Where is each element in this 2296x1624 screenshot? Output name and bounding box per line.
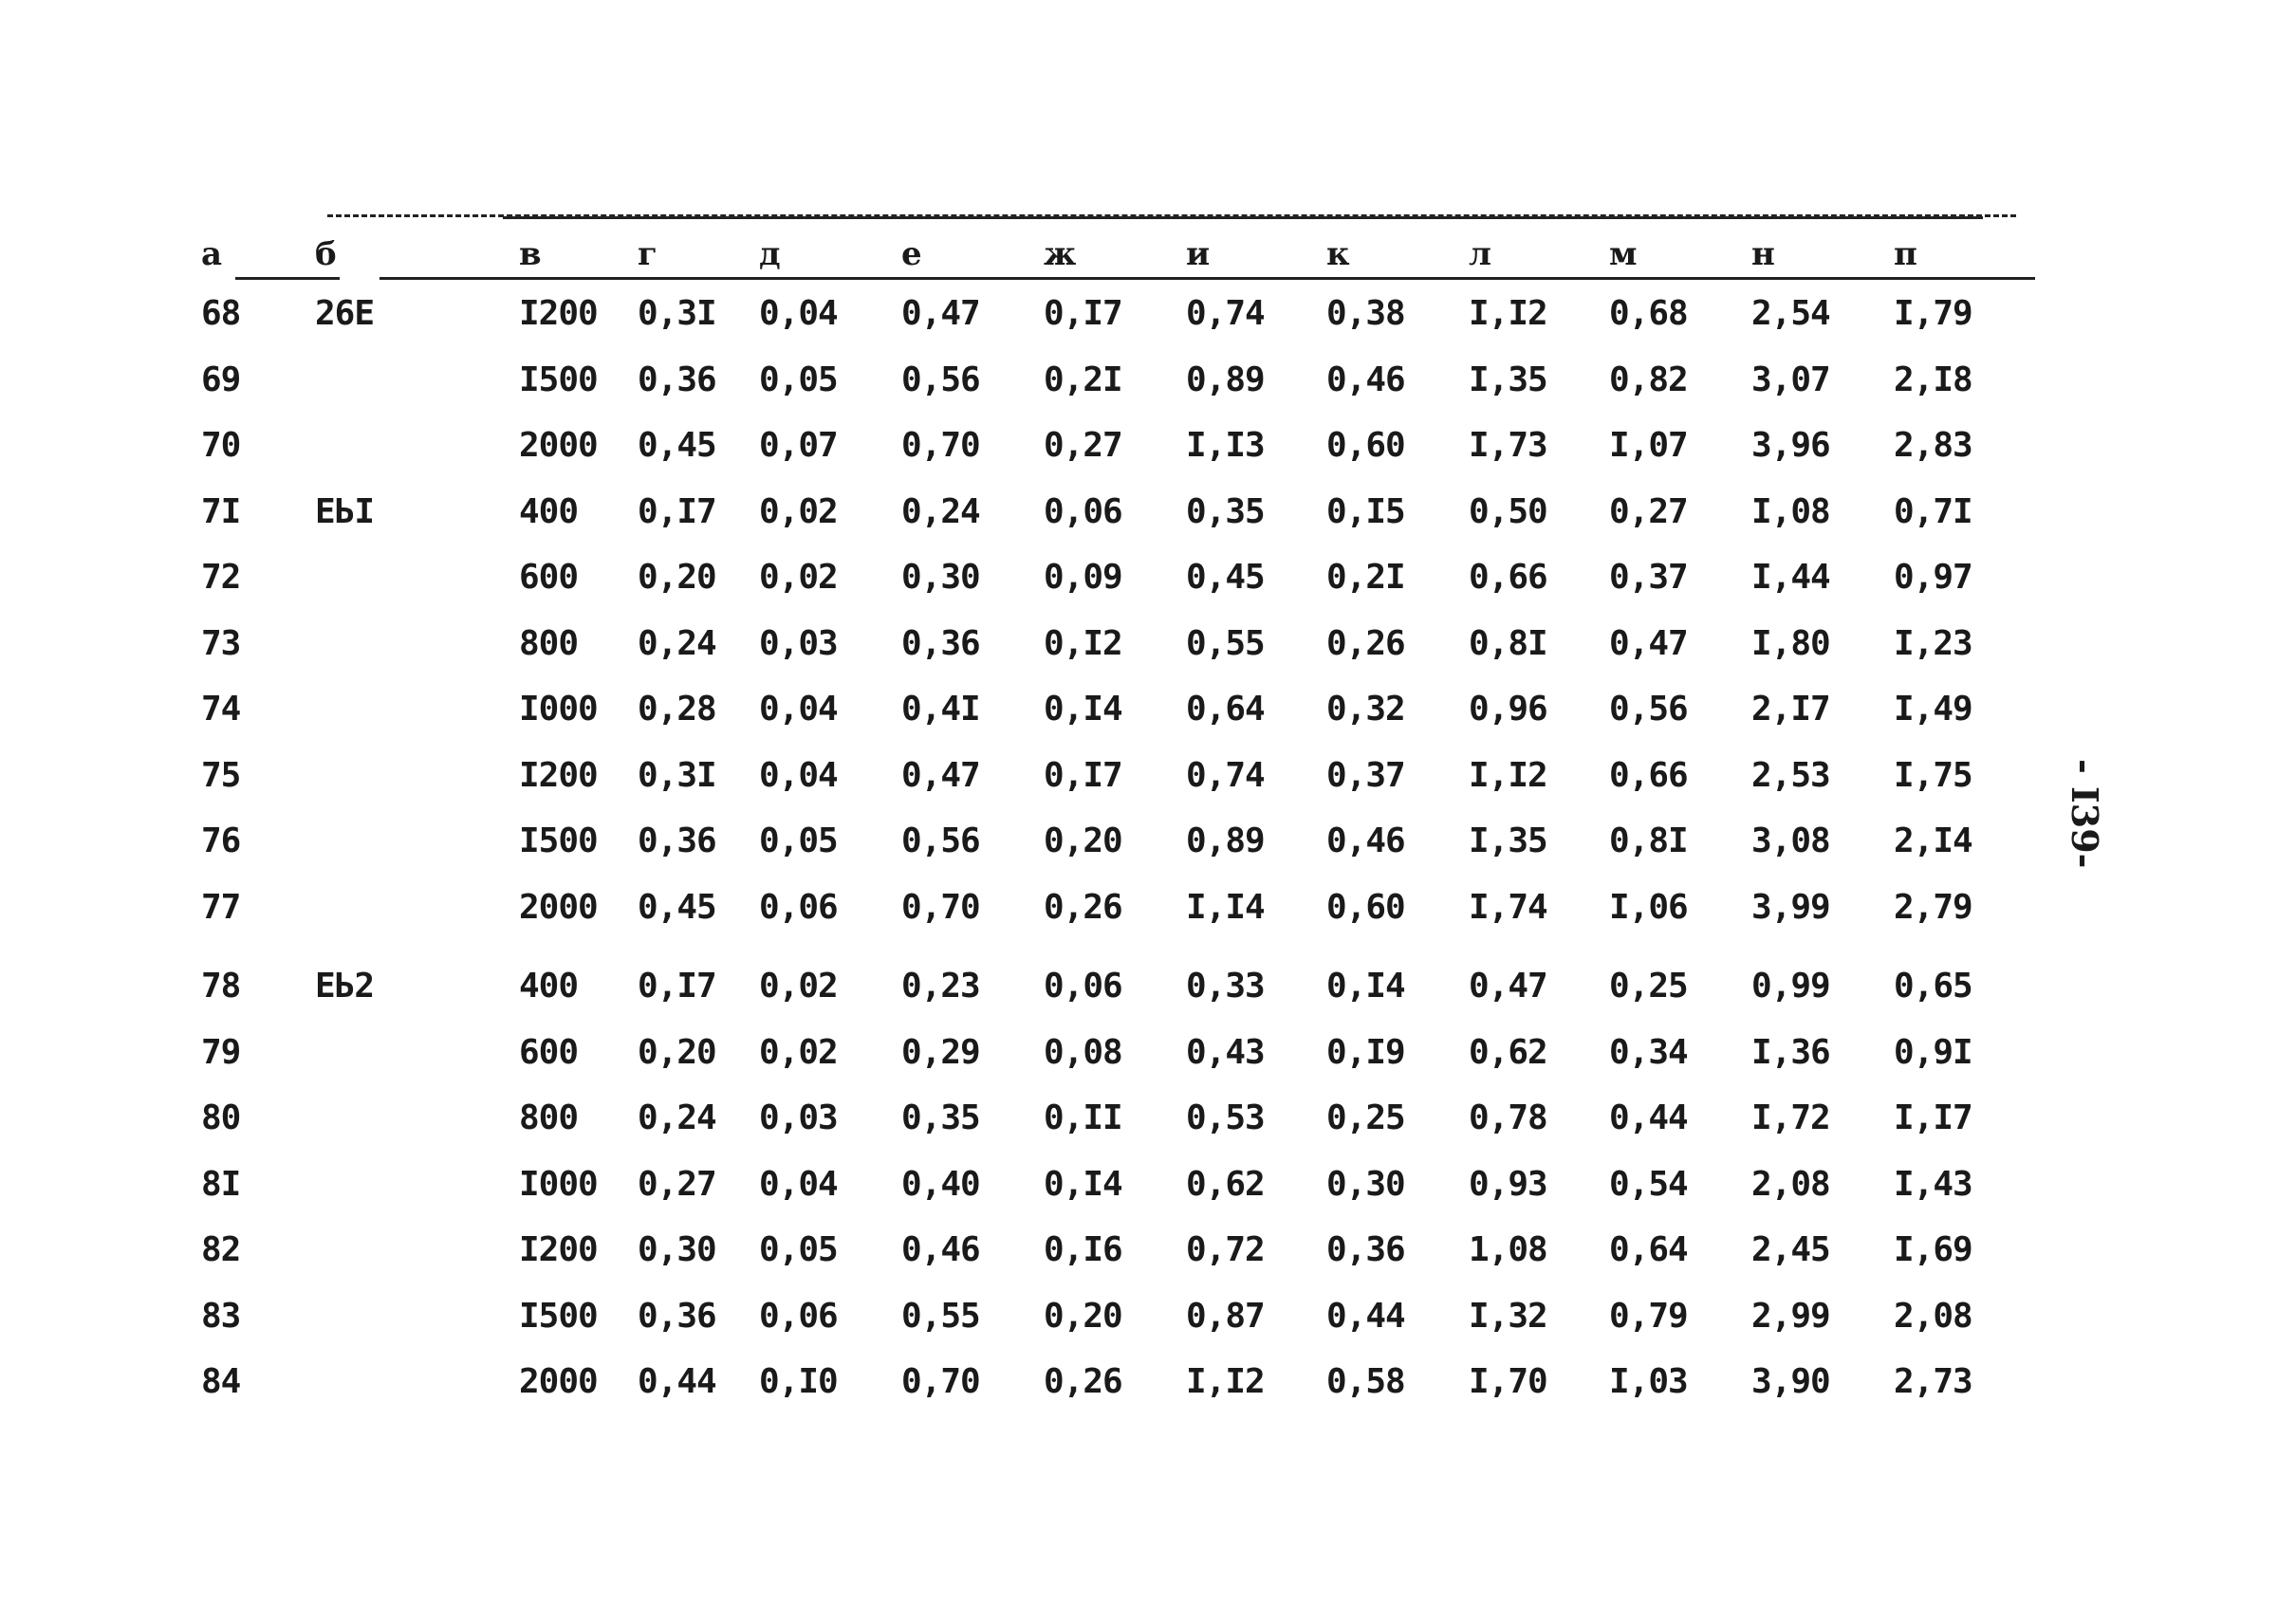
table-cell: 0,27: [638, 1164, 716, 1204]
table-cell: 0,47: [901, 755, 980, 795]
table-cell: 0,45: [638, 426, 716, 466]
table-cell: I,80: [1751, 623, 1830, 663]
table-cell: 0,05: [759, 821, 838, 861]
table-cell: [315, 676, 519, 743]
table-cell: 2,I7: [1751, 690, 1830, 729]
table-cell: 2000: [519, 426, 598, 466]
table-cell: I500: [519, 1296, 598, 1336]
table-cell: 0,44: [1326, 1296, 1405, 1336]
column-header: н: [1751, 235, 1774, 273]
table-cell: I,I4: [1186, 887, 1265, 927]
table-cell: 0,35: [901, 1098, 980, 1138]
table-cell: 0,89: [1186, 821, 1265, 861]
table-cell: [315, 611, 519, 677]
table-row: [190, 1085, 2036, 1152]
table-row: [190, 1217, 2036, 1283]
table-cell: 0,04: [759, 1164, 838, 1204]
table-row: [190, 808, 2036, 875]
table-cell: 0,3I: [638, 755, 716, 795]
table-cell: 0,74: [1186, 294, 1265, 334]
table-cell: 0,60: [1326, 426, 1405, 466]
column-header: г: [638, 235, 657, 273]
table-cell: 400: [519, 491, 579, 531]
table-cell: 0,3I: [638, 294, 716, 334]
table-row: [190, 347, 2036, 414]
table-cell: 0,I7: [1044, 294, 1122, 334]
table-cell: 2,08: [1894, 1296, 1972, 1336]
table-row: [190, 1020, 2036, 1086]
table-cell: 79: [201, 1032, 241, 1072]
table-cell: 0,I4: [1044, 690, 1122, 729]
table-cell: 3,96: [1751, 426, 1830, 466]
column-header: п: [1894, 235, 1916, 273]
table-cell: 0,70: [901, 426, 980, 466]
table-cell: [315, 875, 519, 941]
table-cell: [315, 413, 519, 479]
table-cell: I200: [519, 1230, 598, 1270]
table-cell: I,I2: [1469, 294, 1547, 334]
table-cell: 0,38: [1326, 294, 1405, 334]
table-cell: 0,64: [1186, 690, 1265, 729]
table-cell: ЕЬI: [315, 491, 375, 531]
table-cell: 0,I6: [1044, 1230, 1122, 1270]
table-cell: 0,06: [759, 1296, 838, 1336]
table-cell: 0,56: [1609, 690, 1688, 729]
column-header: д: [759, 235, 780, 273]
table-cell: 7I: [201, 491, 241, 531]
table-cell: 0,06: [1044, 967, 1122, 1006]
table-cell: 0,I7: [1044, 755, 1122, 795]
table-cell: 0,33: [1186, 967, 1265, 1006]
table-cell: 0,43: [1186, 1032, 1265, 1072]
table-cell: [315, 1349, 519, 1415]
table-cell: 0,32: [1326, 690, 1405, 729]
column-header: в: [519, 235, 541, 273]
table-cell: 0,30: [901, 558, 980, 598]
table-cell: 2,54: [1751, 294, 1830, 334]
table-row: [190, 544, 2036, 611]
table-cell: 0,68: [1609, 294, 1688, 334]
table-cell: 0,37: [1326, 755, 1405, 795]
column-header: л: [1469, 235, 1491, 273]
table-row: [190, 611, 2036, 677]
table-cell: I,72: [1751, 1098, 1830, 1138]
table-cell: 0,60: [1326, 887, 1405, 927]
page-number: - I39-: [2064, 759, 2106, 869]
table-cell: 0,02: [759, 558, 838, 598]
table-cell: [315, 1020, 519, 1086]
table-cell: 0,24: [638, 1098, 716, 1138]
table-cell: 0,65: [1894, 967, 1972, 1006]
table-cell: I,07: [1609, 426, 1688, 466]
table-cell: 0,03: [759, 1098, 838, 1138]
table-cell: 3,99: [1751, 887, 1830, 927]
table-cell: 600: [519, 558, 579, 598]
table-cell: 83: [201, 1296, 241, 1336]
table-cell: 600: [519, 1032, 579, 1072]
table-cell: I,69: [1894, 1230, 1972, 1270]
table-cell: [315, 544, 519, 611]
table-cell: 0,46: [1326, 821, 1405, 861]
table-cell: 3,90: [1751, 1362, 1830, 1402]
table-cell: I,35: [1469, 821, 1547, 861]
table-cell: 0,23: [901, 967, 980, 1006]
table-cell: 400: [519, 967, 579, 1006]
table-cell: 72: [201, 558, 241, 598]
table-cell: I,23: [1894, 623, 1972, 663]
column-header: к: [1326, 235, 1349, 273]
table-cell: 0,78: [1469, 1098, 1547, 1138]
table-row: [190, 413, 2036, 479]
table-cell: 0,24: [638, 623, 716, 663]
table-cell: 0,I2: [1044, 623, 1122, 663]
table-cell: I000: [519, 1164, 598, 1204]
table-cell: 0,93: [1469, 1164, 1547, 1204]
table-cell: 0,66: [1469, 558, 1547, 598]
table-row: [190, 281, 2036, 347]
table-row: [190, 875, 2036, 941]
table-cell: 800: [519, 1098, 579, 1138]
table-cell: 0,7I: [1894, 491, 1972, 531]
table-cell: 2,I4: [1894, 821, 1972, 861]
table-row: [190, 1152, 2036, 1218]
table-cell: 3,07: [1751, 360, 1830, 399]
table-cell: 0,05: [759, 360, 838, 399]
table-cell: 0,20: [638, 558, 716, 598]
table-cell: I,75: [1894, 755, 1972, 795]
table-cell: 0,I7: [638, 491, 716, 531]
table-cell: 2,83: [1894, 426, 1972, 466]
table-cell: I,43: [1894, 1164, 1972, 1204]
table-cell: 0,26: [1044, 887, 1122, 927]
table-cell: 0,70: [901, 1362, 980, 1402]
table-cell: I,I3: [1186, 426, 1265, 466]
table-cell: I,03: [1609, 1362, 1688, 1402]
table-cell: 0,02: [759, 1032, 838, 1072]
table-cell: 0,9I: [1894, 1032, 1972, 1072]
table-cell: 69: [201, 360, 241, 399]
table-cell: 0,56: [901, 821, 980, 861]
table-cell: 0,I4: [1326, 967, 1405, 1006]
table-cell: 0,26: [1044, 1362, 1122, 1402]
table-cell: [315, 743, 519, 809]
table-cell: 76: [201, 821, 241, 861]
table-cell: 0,36: [638, 360, 716, 399]
table-cell: 0,55: [1186, 623, 1265, 663]
table-cell: 0,20: [1044, 1296, 1122, 1336]
table-cell: I500: [519, 821, 598, 861]
table-cell: I,73: [1469, 426, 1547, 466]
table-cell: 0,87: [1186, 1296, 1265, 1336]
table-cell: I,49: [1894, 690, 1972, 729]
table-cell: 0,II: [1044, 1098, 1122, 1138]
table-cell: 0,29: [901, 1032, 980, 1072]
table-cell: I,08: [1751, 491, 1830, 531]
table-cell: 0,74: [1186, 755, 1265, 795]
table-cell: 2,73: [1894, 1362, 1972, 1402]
data-table: [190, 228, 2036, 1415]
table-cell: 2,45: [1751, 1230, 1830, 1270]
table-cell: 0,27: [1609, 491, 1688, 531]
table-cell: 0,66: [1609, 755, 1688, 795]
column-header: м: [1609, 235, 1637, 273]
top-rule: [503, 216, 1983, 219]
table-cell: 74: [201, 690, 241, 729]
table-cell: 8I: [201, 1164, 241, 1204]
table-cell: 0,I7: [638, 967, 716, 1006]
table-cell: I500: [519, 360, 598, 399]
table-row: [190, 743, 2036, 809]
table-cell: 0,20: [638, 1032, 716, 1072]
table-cell: I,70: [1469, 1362, 1547, 1402]
table-cell: 0,37: [1609, 558, 1688, 598]
table-cell: I,36: [1751, 1032, 1830, 1072]
table-cell: 0,2I: [1326, 558, 1405, 598]
table-cell: 0,64: [1609, 1230, 1688, 1270]
table-cell: 0,I5: [1326, 491, 1405, 531]
table-cell: [315, 1283, 519, 1350]
table-cell: 0,24: [901, 491, 980, 531]
table-cell: 0,44: [638, 1362, 716, 1402]
table-row: [190, 1349, 2036, 1415]
table-cell: 800: [519, 623, 579, 663]
table-cell: 3,08: [1751, 821, 1830, 861]
table-cell: I,I2: [1186, 1362, 1265, 1402]
table-row: [190, 479, 2036, 545]
table-cell: 0,20: [1044, 821, 1122, 861]
table-cell: 26Е: [315, 294, 375, 334]
table-cell: 0,36: [901, 623, 980, 663]
table-cell: 0,72: [1186, 1230, 1265, 1270]
table-cell: 2,99: [1751, 1296, 1830, 1336]
table-cell: 0,30: [638, 1230, 716, 1270]
table-cell: 0,47: [1469, 967, 1547, 1006]
table-cell: 0,53: [1186, 1098, 1265, 1138]
table-cell: I,35: [1469, 360, 1547, 399]
table-cell: 0,45: [1186, 558, 1265, 598]
table-cell: I,06: [1609, 887, 1688, 927]
table-cell: 70: [201, 426, 241, 466]
table-cell: 0,55: [901, 1296, 980, 1336]
table-row: [190, 1283, 2036, 1350]
table-cell: 0,58: [1326, 1362, 1405, 1402]
table-cell: 73: [201, 623, 241, 663]
table-cell: 0,36: [638, 821, 716, 861]
table-cell: 0,40: [901, 1164, 980, 1204]
table-cell: 0,8I: [1469, 623, 1547, 663]
table-cell: 0,03: [759, 623, 838, 663]
table-cell: 0,26: [1326, 623, 1405, 663]
table-cell: I,74: [1469, 887, 1547, 927]
table-cell: 84: [201, 1362, 241, 1402]
column-header: ж: [1044, 235, 1076, 273]
table-cell: 2,08: [1751, 1164, 1830, 1204]
table-cell: 0,06: [1044, 491, 1122, 531]
table-cell: 0,62: [1186, 1164, 1265, 1204]
table-cell: 2,I8: [1894, 360, 1972, 399]
table-cell: 0,36: [638, 1296, 716, 1336]
table-cell: 80: [201, 1098, 241, 1138]
table-cell: [315, 1217, 519, 1283]
table-cell: 0,04: [759, 690, 838, 729]
table-cell: 0,04: [759, 755, 838, 795]
table-cell: 2,53: [1751, 755, 1830, 795]
table-cell: 77: [201, 887, 241, 927]
table-cell: 0,2I: [1044, 360, 1122, 399]
table-cell: 0,06: [759, 887, 838, 927]
table-cell: 0,04: [759, 294, 838, 334]
table-cell: 0,34: [1609, 1032, 1688, 1072]
table-cell: 0,30: [1326, 1164, 1405, 1204]
table-cell: 0,62: [1469, 1032, 1547, 1072]
table-row: [190, 940, 2036, 1020]
table-cell: 0,54: [1609, 1164, 1688, 1204]
column-header: е: [901, 235, 921, 273]
table-cell: I,79: [1894, 294, 1972, 334]
table-cell: 0,89: [1186, 360, 1265, 399]
header-row: [190, 228, 2036, 281]
table-cell: 0,08: [1044, 1032, 1122, 1072]
table-cell: 75: [201, 755, 241, 795]
table-cell: 0,25: [1326, 1098, 1405, 1138]
table-cell: 0,27: [1044, 426, 1122, 466]
table-cell: 0,45: [638, 887, 716, 927]
table-cell: 0,99: [1751, 967, 1830, 1006]
column-header: а: [201, 235, 222, 273]
table-cell: 0,25: [1609, 967, 1688, 1006]
table-cell: 2000: [519, 887, 598, 927]
table-cell: 0,02: [759, 967, 838, 1006]
table-cell: ЕЬ2: [315, 967, 375, 1006]
table-cell: 0,50: [1469, 491, 1547, 531]
table-cell: I,I2: [1469, 755, 1547, 795]
table-cell: 0,44: [1609, 1098, 1688, 1138]
table-cell: 78: [201, 967, 241, 1006]
table-cell: 0,82: [1609, 360, 1688, 399]
table-cell: I,44: [1751, 558, 1830, 598]
table-cell: 68: [201, 294, 241, 334]
table-cell: 0,36: [1326, 1230, 1405, 1270]
column-header: б: [315, 235, 336, 273]
table-body: [190, 281, 2036, 1415]
table-cell: [315, 1152, 519, 1218]
table-cell: I200: [519, 294, 598, 334]
table-cell: 0,07: [759, 426, 838, 466]
table-cell: 0,46: [901, 1230, 980, 1270]
table-cell: 0,79: [1609, 1296, 1688, 1336]
table-cell: [315, 808, 519, 875]
table-cell: 0,4I: [901, 690, 980, 729]
table-cell: 0,02: [759, 491, 838, 531]
table-cell: 0,28: [638, 690, 716, 729]
table-cell: 0,47: [901, 294, 980, 334]
table-cell: 0,96: [1469, 690, 1547, 729]
table-cell: 0,I4: [1044, 1164, 1122, 1204]
table-cell: 0,09: [1044, 558, 1122, 598]
table-cell: 82: [201, 1230, 241, 1270]
table-cell: [315, 347, 519, 414]
table-cell: 0,46: [1326, 360, 1405, 399]
table-row: [190, 676, 2036, 743]
table-cell: I,32: [1469, 1296, 1547, 1336]
table-cell: 0,I9: [1326, 1032, 1405, 1072]
table-cell: [315, 1085, 519, 1152]
table-cell: I200: [519, 755, 598, 795]
table-cell: I000: [519, 690, 598, 729]
table-cell: 2000: [519, 1362, 598, 1402]
table-cell: 0,I0: [759, 1362, 838, 1402]
table-cell: 1,08: [1469, 1230, 1547, 1270]
table-cell: 2,79: [1894, 887, 1972, 927]
table-cell: 0,70: [901, 887, 980, 927]
column-header: и: [1186, 235, 1210, 273]
table-cell: 0,05: [759, 1230, 838, 1270]
table-cell: 0,47: [1609, 623, 1688, 663]
table-cell: 0,97: [1894, 558, 1972, 598]
table-cell: 0,35: [1186, 491, 1265, 531]
table-cell: 0,56: [901, 360, 980, 399]
table-cell: 0,8I: [1609, 821, 1688, 861]
table-cell: I,I7: [1894, 1098, 1972, 1138]
